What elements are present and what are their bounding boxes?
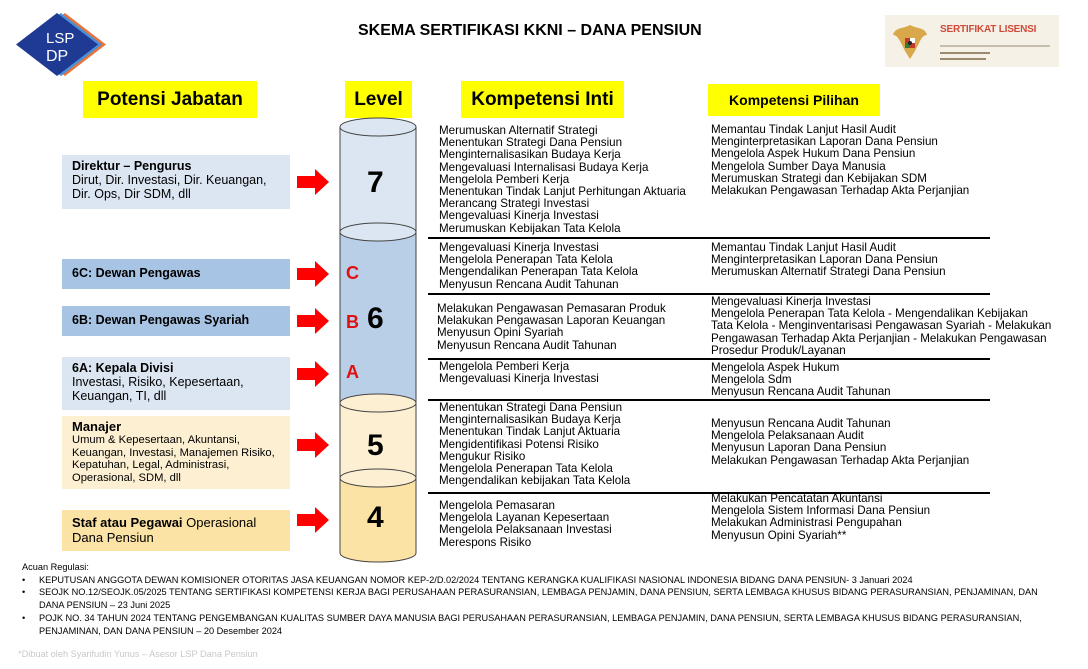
pilihan-item: Memantau Tindak Lanjut Hasil Audit [711,241,896,254]
pilihan-item: Mengelola Aspek Hukum [711,361,840,374]
position-manajer [62,416,290,489]
pilihan-item: Mengelola Sistem Informasi Dana Pensiun [711,504,931,518]
inti-item: Mengendalikan Penerapan Tata Kelola [439,265,638,279]
inti-item: Menginternalisasikan Budaya Kerja [439,148,621,162]
inti-item: Mengidentifikasi Potensi Risiko [439,437,599,451]
bullet-icon: • [22,612,26,623]
inti-item: Merumuskan Alternatif Strategi [439,124,598,137]
inti-item: Menyusun Opini Syariah [437,326,564,340]
header-potensi-jabatan: Potensi Jabatan [83,81,257,118]
garuda-emblem-icon [891,21,929,61]
regulations-list [22,574,1062,638]
pilihan-item: Menginterpretasikan Laporan Dana Pensiun [711,253,938,267]
inti-list-level-4 [439,500,612,549]
row-separator [428,237,990,239]
inti-item: Mengelola Pemberi Kerja [439,360,570,373]
certificate-text-line [940,58,986,60]
sublevel-b-label: B [346,312,359,332]
logo-text-bottom: DP [46,48,69,65]
certificate-text-line [940,52,990,54]
regulations-section [22,561,1062,637]
regulation-item [22,586,1062,611]
inti-item: Menginternalisasikan Budaya Kerja [439,413,621,427]
inti-item: Melakukan Pengawasan Pemasaran Produk [437,302,666,315]
pilihan-item: Melakukan Pengawasan Terhadap Akta Perjanjian [711,453,970,467]
inti-item: Menyusun Rencana Audit Tahunan [437,338,617,352]
lspdp-logo [16,13,106,76]
inti-item: Menentukan Strategi Dana Pensiun [439,401,623,414]
position-title: Direktur – Pengurus [72,159,192,173]
inti-item: Menentukan Tindak Lanjut Perhitungan Aktuaria [439,184,686,198]
inti-item: Merumuskan Kebijakan Tata Kelola [439,221,621,235]
inti-item: Menentukan Tindak Lanjut Aktuaria [439,425,621,439]
pilihan-item: Mengelola Penerapan Tata Kelola - Mengendalikan Kebijakan [711,307,1028,321]
header-kompetensi-inti: Kompetensi Inti [461,81,624,118]
pilihan-item: Melakukan Administrasi Pengupahan [711,516,902,530]
inti-item: Mengelola Layanan Kepesertaan [439,511,610,525]
position-direktur [62,155,290,209]
bullet-icon: • [22,574,26,585]
pilihan-item: Menginterpretasikan Laporan Dana Pensiun [711,135,938,149]
pilihan-item: Melakukan Pencatatan Akuntansi [711,492,883,505]
pilihan-item: Mengevaluasi Kinerja Investasi [711,295,871,308]
pilihan-list-level-6c [711,242,946,279]
pilihan-list-level-7 [711,124,969,197]
pilihan-item: Tata Kelola - Menginventarisasi Pengawasan Syariah - Melakukan [711,319,1052,333]
arrow-right-icon [297,432,329,458]
inti-item: Mengukur Risiko [439,449,526,463]
pilihan-item: Merumuskan Strategi dan Kebijakan SDM [711,171,927,185]
arrow-right-icon [297,169,329,195]
inti-list-level-7 [439,125,686,235]
position-6c [62,259,290,289]
pilihan-list-level-6b [711,296,1051,357]
regulations-title: Acuan Regulasi: [22,562,89,572]
logo-text-top: LSP [46,30,75,47]
inti-list-level-6a [439,361,599,385]
pilihan-item: Mengelola Sdm [711,373,792,387]
position-title: 6B: Dewan Pengawas Syariah [72,313,250,327]
pilihan-item: Menyusun Laporan Dana Pensiun [711,441,887,455]
pilihan-item: Mengelola Sumber Daya Manusia [711,159,886,173]
regulation-item [22,612,1062,637]
position-staf [62,510,290,551]
inti-item: Mengelola Penerapan Tata Kelola [439,253,613,267]
pilihan-item: Pengawasan Terhadap Akta Perjanjian - Melakukan Pengawasan [711,331,1047,345]
pilihan-item: Prosedur Produk/Layanan [711,343,846,357]
inti-item: Mengelola Penerapan Tata Kelola [439,461,613,475]
inti-item: Melakukan Pengawasan Laporan Keuangan [437,314,666,328]
bullet-icon: • [22,587,26,598]
position-detail: Dirut, Dir. Investasi, Dir. Keuangan, Dir. Ops, Dir SDM, dll [72,173,267,201]
position-detail: Operasional Dana Pensiun [72,515,257,545]
pilihan-item: Menyusun Rencana Audit Tahunan [711,417,891,430]
certificate-badge [885,15,1059,67]
position-title: Manajer [72,419,122,434]
position-detail: Umum & Kepesertaan, Akuntansi, Keuangan, Investasi, Manajemen Risiko, Kepatuhan, Legal, Administrasi, Operasional, SDM, dll [72,434,275,484]
certificate-title: SERTIFIKAT LISENSI [940,24,1037,35]
inti-item: Mengelola Pelaksanaan Investasi [439,523,612,537]
position-detail: Investasi, Risiko, Kepesertaan, Keuangan, TI, dll [72,375,244,403]
level-6-label: 6 [367,302,384,335]
inti-item: Merancang Strategi Investasi [439,197,590,211]
inti-item: Mengevaluasi Kinerja Investasi [439,372,599,386]
regulation-text: POJK NO. 34 TAHUN 2024 TENTANG PENGEMBANGAN KUALITAS SUMBER DAYA MANUSIA BAGI PERUSAHAAN PERASURANSIAN, LEMBAGA PENJAMIN, DANA PENSIUN, SERTA LEMBAGA KHUSUS BIDANG PERASURANSIAN, PENJAMINAN, DAN DANA PENSIUN – 20 Desember 2024 [39,612,1022,636]
arrow-right-icon [297,361,329,387]
position-title: 6A: Kepala Divisi [72,361,174,375]
regulation-text: SEOJK NO.12/SEOJK.05/2025 TENTANG SERTIFIKASI KOMPETENSI KERJA BAGI PERUSAHAAN PERASURANSIAN, LEMBAGA PENJAMIN, DANA PENSIUN, SERTA LEMBAGA KHUSUS BIDANG PERASURANSIAN, PENJAMINAN, DAN DANA PENSIUN – 23 Juni 2025 [39,587,1038,611]
inti-list-level-6c [439,242,638,291]
sublevel-c-label: C [346,263,359,283]
pilihan-item: Merumuskan Alternatif Strategi Dana Pensiun [711,265,946,279]
inti-item: Mengelola Pemasaran [439,499,556,512]
header-level: Level [345,81,412,118]
inti-item: Mengevaluasi Kinerja Investasi [439,209,599,223]
credit-note: *Dibuat oleh Syarifudin Yunus – Asesor LSP Dana Pensiun [18,649,258,659]
inti-list-level-5 [439,402,630,487]
pilihan-item: Memantau Tindak Lanjut Hasil Audit [711,123,896,136]
position-title: 6C: Dewan Pengawas [72,266,201,280]
inti-item: Mengelola Pemberi Kerja [439,172,570,186]
inti-list-level-6b [437,303,666,352]
level-5-label: 5 [367,429,384,462]
inti-item: Menyusun Rencana Audit Tahunan [439,277,619,291]
certificate-text-line [940,45,1050,47]
pilihan-item: Mengelola Aspek Hukum Dana Pensiun [711,147,916,161]
pilihan-list-level-5 [711,418,969,467]
sublevel-a-label: A [346,362,359,382]
page-title: SKEMA SERTIFIKASI KKNI – DANA PENSIUN [358,22,702,39]
position-title: Staf atau Pegawai [72,515,183,530]
inti-item: Merespons Risiko [439,535,532,549]
arrow-right-icon [297,261,329,287]
inti-item: Mengevaluasi Internalisasi Budaya Kerja [439,160,649,174]
pilihan-item: Menyusun Opini Syariah** [711,528,847,542]
level-4-label: 4 [367,501,384,534]
pilihan-list-level-4 [711,493,930,542]
arrow-right-icon [297,507,329,533]
arrow-right-icon [297,308,329,334]
row-separator [428,293,990,295]
position-6b [62,306,290,336]
inti-item: Mengevaluasi Kinerja Investasi [439,241,599,254]
regulation-text: KEPUTUSAN ANGGOTA DEWAN KOMISIONER OTORITAS JASA KEUANGAN NOMOR KEP-2/D.02/2024 TENTANG KERANGKA KUALIFIKASI NASIONAL INDONESIA BIDANG DANA PENSIUN- 3 Januari 2024 [39,574,913,585]
position-6a [62,357,290,410]
pilihan-list-level-6a [711,362,891,399]
pilihan-item: Mengelola Pelaksanaan Audit [711,429,864,443]
level-7-label: 7 [367,166,384,199]
regulation-item [22,574,1062,587]
pilihan-item: Melakukan Pengawasan Terhadap Akta Perjanjian [711,183,970,197]
inti-item: Mengendalikan kebijakan Tata Kelola [439,474,631,488]
header-kompetensi-pilihan: Kompetensi Pilihan [708,84,880,116]
inti-item: Menentukan Strategi Dana Pensiun [439,136,623,150]
pilihan-item: Menyusun Rencana Audit Tahunan [711,385,891,399]
